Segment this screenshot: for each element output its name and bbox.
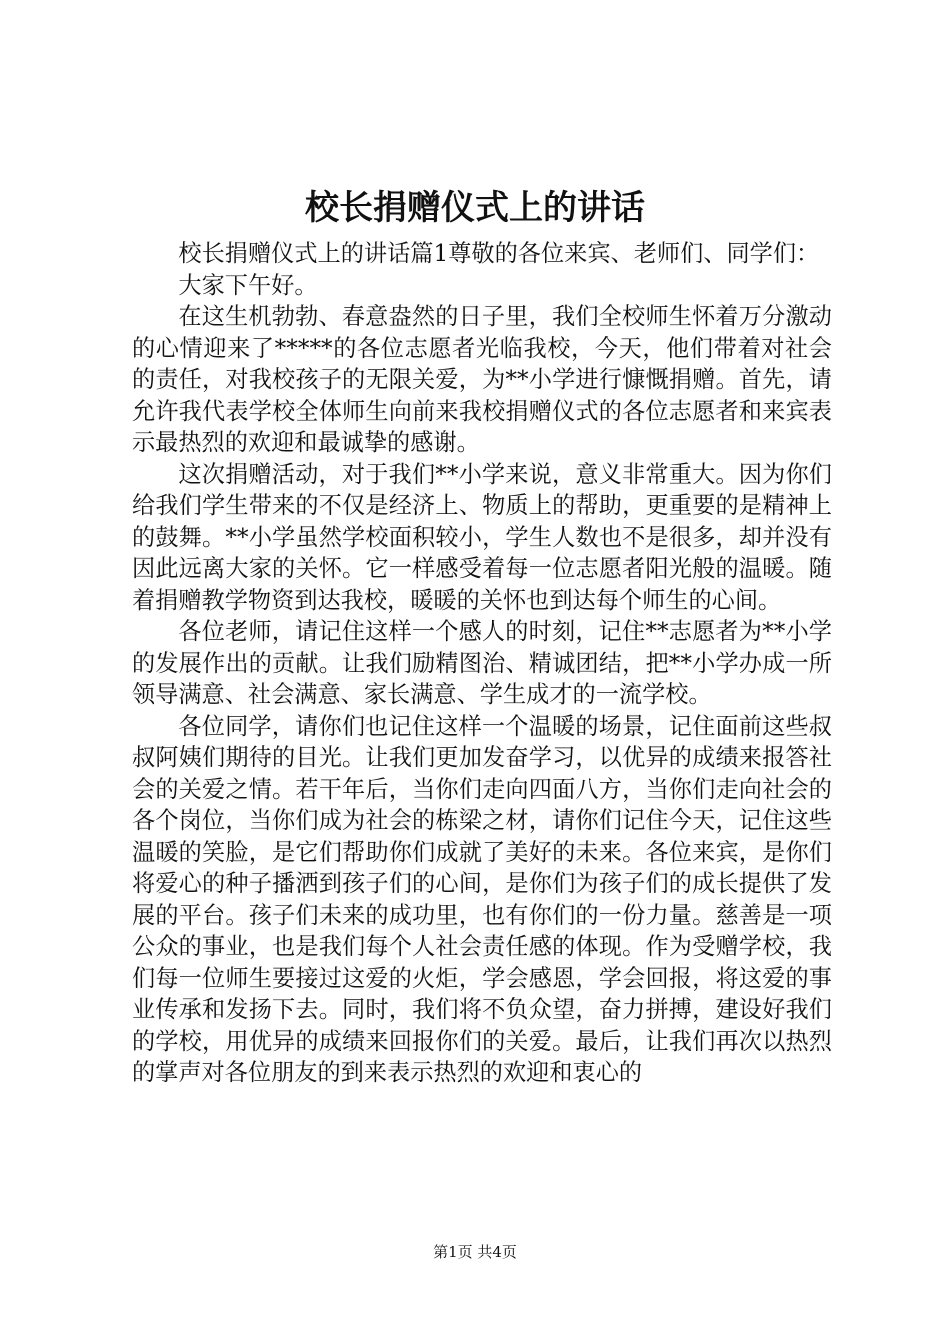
paragraph-welcome: 在这生机勃勃、春意盎然的日子里，我们全校师生怀着万分激动的心情迎来了*****的各位志愿者光临我校，今天，他们带着对社会的责任，对我校孩子的无限关爱，为**小学进行慷慨捐赠。首先，请允许我代表学校全体师生向前来我校捐赠仪式的各位志愿者和来宾表示最热烈的欢迎和最诚挚的感谢。	[132, 303, 832, 456]
paragraph-opening: 校长捐赠仪式上的讲话篇1尊敬的各位来宾、老师们、同学们：	[178, 240, 820, 267]
paragraph-teachers: 各位老师，请记住这样一个感人的时刻，记住**志愿者为**小学的发展作出的贡献。让我们励精图治、精诚团结，把**小学办成一所领导满意、社会满意、家长满意、学生成才的一流学校。	[132, 618, 832, 708]
paragraph-greeting: 大家下午好。	[178, 271, 318, 299]
paragraph-students: 各位同学，请你们也记住这样一个温暖的场景，记住面前这些叔叔阿姨们期待的目光。让我们更加发奋学习，以优异的成绩来报答社会的关爱之情。若干年后，当你们走向四面八方，当你们走向社会的各个岗位，当你们成为社会的栋梁之材，请你们记住今天，记住这些温暖的笑脸，是它们帮助你们成就了美好的未来。各位来宾，是你们将爱心的种子播洒到孩子们的心间，是你们为孩子们的成长提供了发展的平台。孩子们未来的成功里，也有你们的一份力量。慈善是一项公众的事业，也是我们每个人社会责任感的体现。作为受赠学校，我们每一位师生要接过这爱的火炬，学会感恩，学会回报，将这爱的事业传承和发扬下去。同时，我们将不负众望，奋力拼搏，建设好我们的学校，用优异的成绩来回报你们的关爱。最后，让我们再次以热烈的掌声对各位朋友的到来表示热烈的欢迎和衷心的	[132, 712, 832, 1086]
paragraph-significance: 这次捐赠活动，对于我们**小学来说，意义非常重大。因为你们给我们学生带来的不仅是经济上、物质上的帮助，更重要的是精神上的鼓舞。**小学虽然学校面积较小，学生人数也不是很多，却并没有因此远离大家的关怀。它一样感受着每一位志愿者阳光般的温暖。随着捐赠教学物资到达我校，暖暖的关怀也到达每个师生的心间。	[132, 460, 832, 614]
document-title: 校长捐赠仪式上的讲话	[305, 188, 645, 228]
document-body	[132, 238, 832, 1089]
page-footer: 第1页 共4页	[433, 1243, 517, 1261]
